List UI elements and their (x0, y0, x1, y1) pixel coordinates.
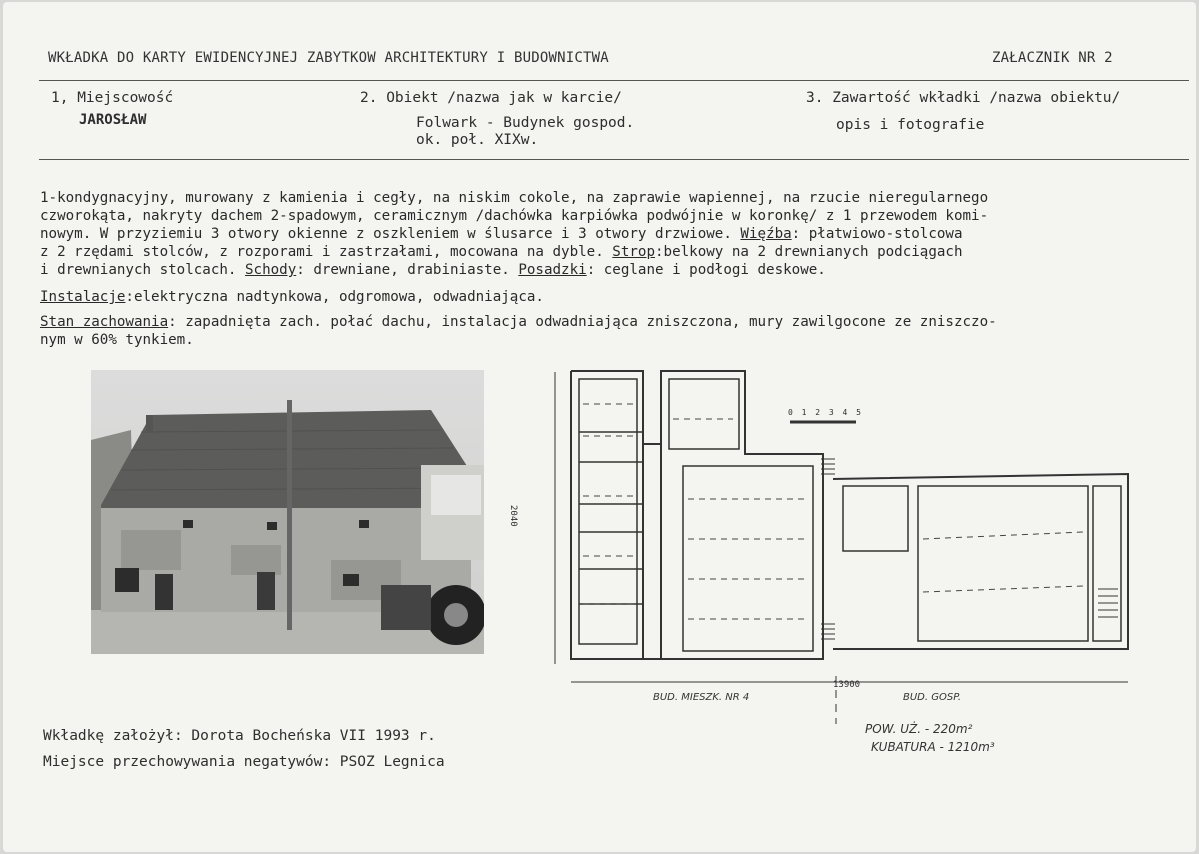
field-object-label: 2. Obiekt /nazwa jak w karcie/ (360, 90, 622, 106)
photo-of-farm-building-icon (91, 370, 484, 654)
instalacje-label: Instalacje (40, 289, 126, 305)
footer-storage: Miejsce przechowywania negatywów: PSOZ Legnica (43, 754, 445, 770)
record-card (3, 2, 1196, 852)
dimension-vertical: 2040 (508, 505, 518, 527)
scale-label: 0 1 2 3 4 5 (788, 408, 863, 417)
field-object-value-1: Folwark - Budynek gospod. (416, 115, 635, 131)
strop-label: Strop (612, 244, 656, 260)
schody-label: Schody (245, 262, 297, 278)
label-residential-building: BUD. MIESZK. NR 4 (653, 692, 750, 703)
floor-plan (543, 364, 1143, 724)
stan-line-1: Stan zachowania: zapadnięta zach. połać dachu, instalacja odwadniająca zniszczona, mury zawilgocone ze zniszczo- (40, 314, 997, 330)
footer-author: Wkładkę założył: Dorota Bocheńska VII 1993 r. (43, 728, 436, 744)
building-photo (91, 370, 484, 654)
field-content-label: 3. Zawartość wkładki /nazwa obiektu/ (806, 90, 1121, 106)
wiezba-label: Więźba (740, 226, 792, 242)
building-volume: KUBATURA - 1210m³ (871, 740, 995, 754)
annex-label: ZAŁACZNIK NR 2 (992, 50, 1113, 66)
label-farm-building: BUD. GOSP. (903, 692, 962, 703)
description-line-5: i drewnianych stolcach. Schody: drewniane, drabiniaste. Posadzki: ceglane i podłogi deskowe. (40, 262, 826, 278)
fields-divider (39, 159, 1189, 160)
description-line-1: 1-kondygnacyjny, murowany z kamienia i cegły, na niskim cokole, na zaprawie wapiennej, na rzucie nieregularnego (40, 190, 989, 206)
dimension-horizontal: 13900 (833, 680, 861, 690)
posadzki-label: Posadzki (518, 262, 587, 278)
card-title: WKŁADKA DO KARTY EWIDENCYJNEJ ZABYTKOW ARCHITEKTURY I BUDOWNICTWA (48, 50, 609, 66)
description-line-4: z 2 rzędami stolców, z rozporami i zastrzałami, mocowana na dyble. Strop:belkowy na 2 drewnianych podciągach (40, 244, 963, 260)
header-divider (39, 80, 1189, 81)
stan-label: Stan zachowania (40, 314, 169, 330)
stan-line-2: nym w 60% tynkiem. (40, 332, 194, 348)
description-line-2: czworokąta, nakryty dachem 2-spadowym, ceramicznym /dachówka karpiówka podwójnie w koronkę/ z 1 przewodem komi- (40, 208, 989, 224)
field-content-value: opis i fotografie (836, 117, 985, 133)
description-line-3: nowym. W przyziemiu 3 otwory okienne z oszkleniem w ślusarce i 3 otwory drzwiowe. Więźba: płatwiowo-stolcowa (40, 226, 963, 242)
usable-area: POW. UŻ. - 220m² (865, 722, 973, 736)
field-locality-label: 1, Miejscowość (51, 90, 174, 106)
instalacje-line: Instalacje:elektryczna nadtynkowa, odgromowa, odwadniająca. (40, 289, 544, 305)
field-object-value-2: ok. poł. XIXw. (416, 132, 539, 148)
field-locality-value: JAROSŁAW (79, 112, 147, 128)
